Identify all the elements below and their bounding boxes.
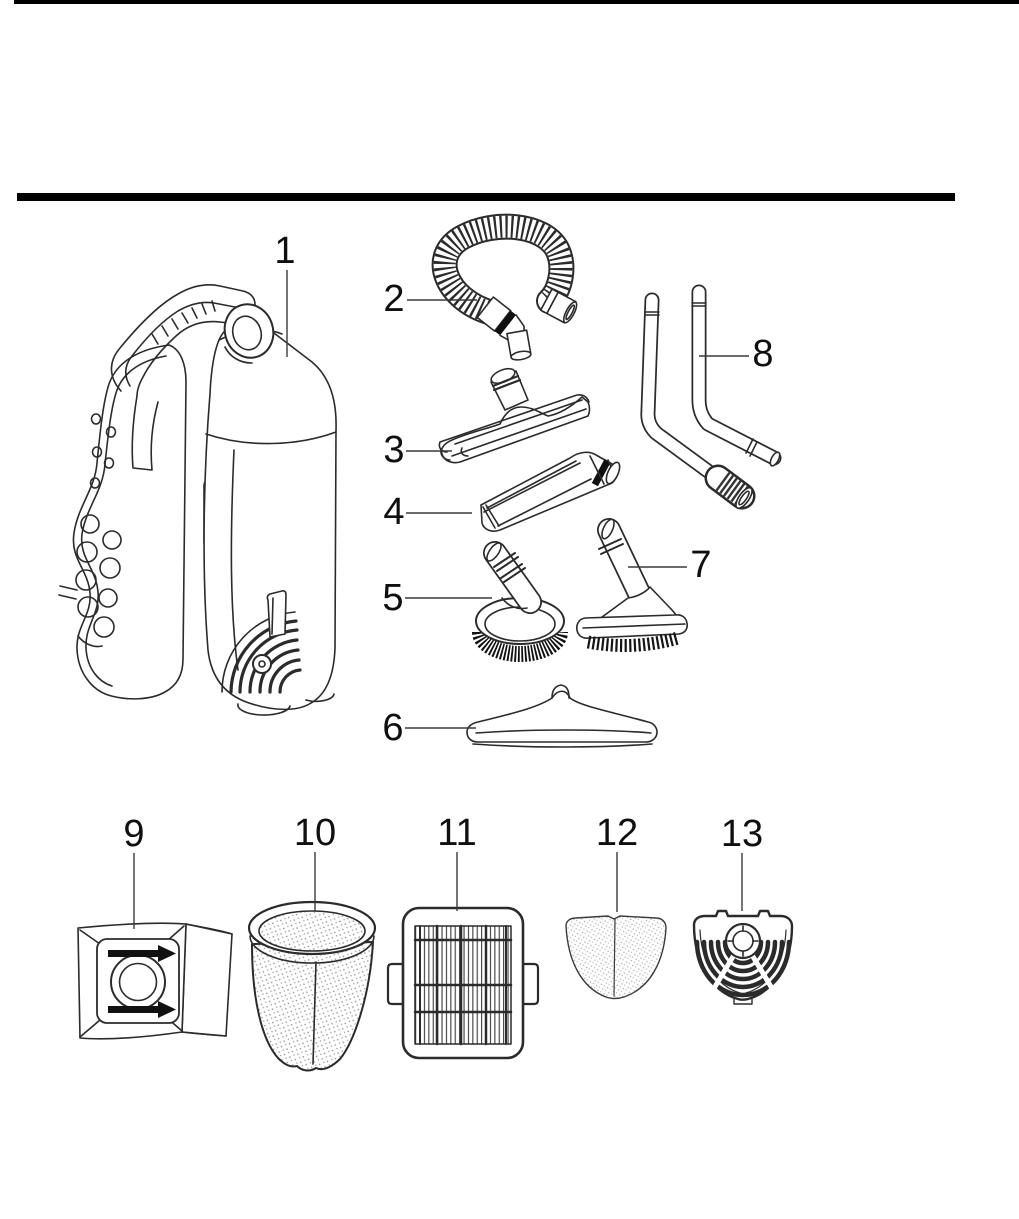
callout-label-6: 6 [382,707,404,749]
callout-label-1: 1 [274,230,296,272]
callout-label-3: 3 [383,429,405,471]
callout-label-9: 9 [123,813,145,855]
callout-label-5: 5 [382,577,404,619]
callout-label-2: 2 [383,278,405,320]
part-2-flexible-hose-drawing [445,227,580,370]
part-11-pleated-exhaust-filter-drawing [388,908,538,1058]
callout-label-4: 4 [383,491,405,533]
callout-label-13: 13 [720,813,764,855]
part-6-squeegee-floor-tool-drawing [467,685,657,747]
callout-label-11: 11 [437,812,477,854]
part-13-exhaust-filter-grille-drawing [694,911,792,1004]
part-3-floor-brush-nozzle-drawing [439,366,589,463]
part-7-upholstery-brush-drawing [577,518,687,646]
callout-label-7: 7 [690,544,712,586]
part-1-backpack-vacuum-unit-drawing [59,285,336,715]
part-10-cloth-filter-bag-drawing [249,902,375,1070]
callout-label-8: 8 [752,333,774,375]
part-8-extension-wand-tubes-drawing [645,292,782,511]
part-9-paper-dust-bag-drawing [78,923,232,1039]
part-4-crevice-tool-drawing [481,452,622,531]
callout-label-10: 10 [293,812,337,854]
callout-label-12: 12 [595,812,639,854]
part-12-foam-filter-drawing [566,916,666,999]
